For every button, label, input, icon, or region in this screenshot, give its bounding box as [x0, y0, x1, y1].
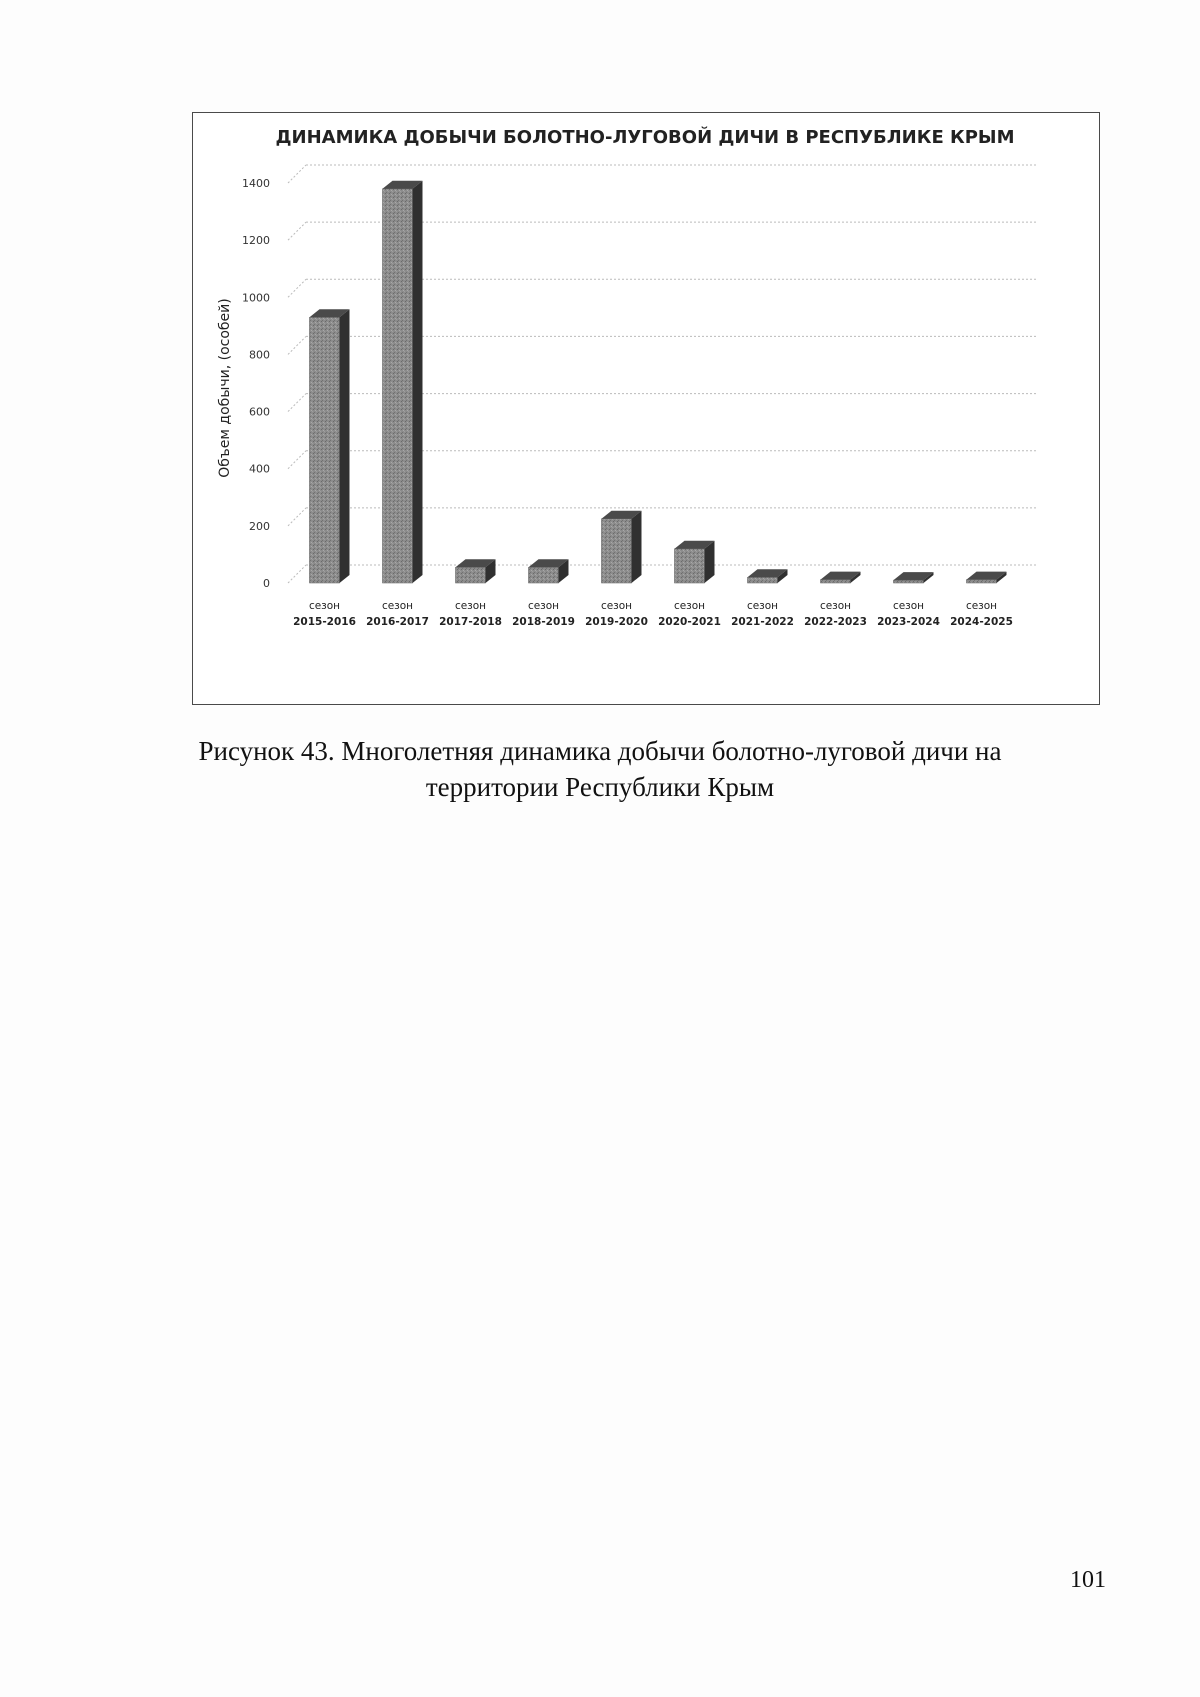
x-tick-label: 2015-2016: [293, 616, 356, 628]
bar-front: [894, 580, 924, 583]
x-tick-label: 2021-2022: [731, 616, 794, 628]
x-tick-label: 2019-2020: [585, 616, 648, 628]
bar: [894, 572, 934, 583]
bar: [821, 572, 861, 583]
bar-front: [383, 189, 413, 583]
x-tick-label: сезон: [746, 600, 779, 612]
y-tick-label: 400: [249, 462, 270, 476]
chart-frame: [192, 112, 1100, 705]
gridline-diagonal: [288, 165, 306, 183]
bar: [967, 572, 1007, 583]
bar-side: [340, 309, 350, 583]
x-tick-label: 2023-2024: [877, 616, 940, 628]
bar: [383, 181, 423, 583]
bar: [748, 569, 788, 583]
x-tick-label: сезон: [308, 600, 341, 612]
x-tick-label: 2024-2025: [950, 616, 1013, 628]
bar-front: [967, 580, 997, 583]
bar-front: [529, 567, 559, 583]
bar-front: [821, 580, 851, 583]
x-tick-label: сезон: [892, 600, 925, 612]
x-tick-label: 2018-2019: [512, 616, 575, 628]
y-tick-label: 1000: [242, 291, 270, 305]
x-tick-label: сезон: [454, 600, 487, 612]
bar-side: [632, 511, 642, 583]
y-tick-label: 1200: [242, 234, 270, 248]
bar-side: [413, 181, 423, 583]
caption-line-2: территории Республики Крым: [425, 772, 775, 802]
page-number: 101: [1070, 1567, 1106, 1593]
chart-title: ДИНАМИКА ДОБЫЧИ БОЛОТНО-ЛУГОВОЙ ДИЧИ В РЕСПУБЛИКЕ КРЫМ: [275, 127, 1015, 148]
x-tick-label: 2020-2021: [658, 616, 721, 628]
bar-front: [748, 577, 778, 583]
bar-front: [602, 519, 632, 583]
y-tick-label: 200: [249, 519, 270, 533]
x-tick-label: сезон: [600, 600, 633, 612]
x-tick-label: сезон: [527, 600, 560, 612]
gridline-diagonal: [288, 394, 306, 412]
bar: [310, 309, 350, 583]
bar-front: [456, 567, 486, 583]
y-axis-label: Объем добычи, (особей): [217, 298, 233, 478]
gridline-diagonal: [288, 565, 306, 583]
gridline-diagonal: [288, 222, 306, 240]
bar-chart: [193, 113, 1098, 703]
y-tick-label: 1400: [242, 177, 270, 190]
x-tick-label: 2017-2018: [439, 616, 502, 628]
x-tick-label: сезон: [819, 600, 852, 612]
bar: [529, 559, 569, 583]
x-tick-label: сезон: [673, 600, 706, 612]
figure-caption: [150, 733, 1050, 805]
bar: [602, 511, 642, 583]
caption-line-1: Рисунок 43. Многолетняя динамика добычи болотно-луговой дичи на: [198, 736, 1002, 766]
gridline-diagonal: [288, 451, 306, 469]
bar-front: [675, 549, 705, 583]
y-tick-label: 800: [249, 348, 270, 362]
y-tick-label: 0: [263, 577, 270, 590]
bar: [456, 559, 496, 583]
gridline-diagonal: [288, 279, 306, 297]
gridline-diagonal: [288, 336, 306, 354]
gridline-diagonal: [288, 508, 306, 526]
bar: [675, 541, 715, 583]
x-tick-label: 2016-2017: [366, 616, 429, 628]
x-tick-label: 2022-2023: [804, 616, 867, 628]
x-tick-label: сезон: [965, 600, 998, 612]
y-tick-label: 600: [249, 405, 270, 419]
bar-front: [310, 317, 340, 583]
x-tick-label: сезон: [381, 600, 414, 612]
